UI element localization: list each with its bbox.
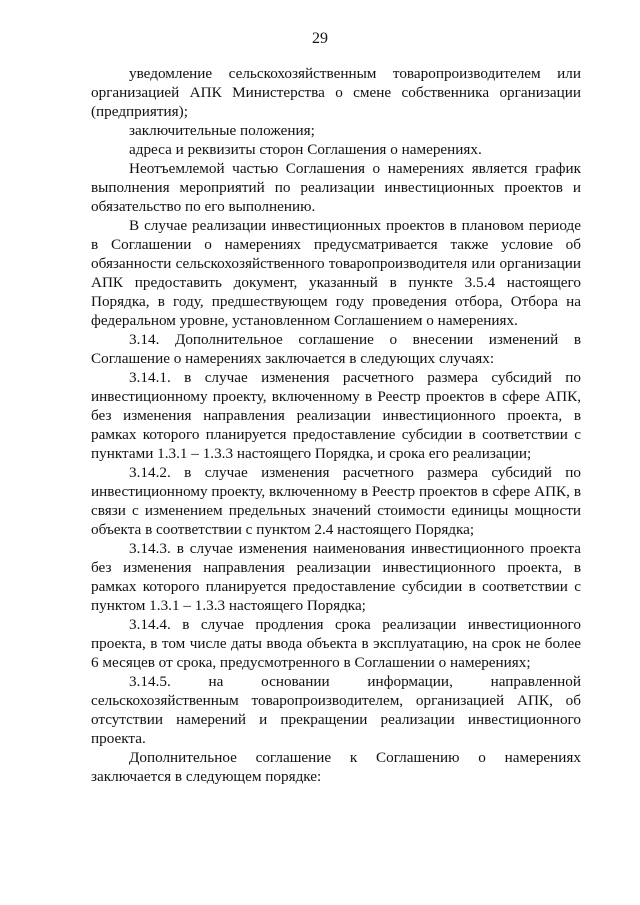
paragraph-3-14-5: 3.14.5. на основании информации, направленной сельскохозяйственным товаропроизводителем, организацией АПК, об отсутствии намерений и прекращении реализации инвестиционного проекта. bbox=[91, 673, 581, 747]
paragraph-3-14-2: 3.14.2. в случае изменения расчетного размера субсидий по инвестиционному проекту, включенному в Реестр проектов в сфере АПК, в связи с изменением предельных значений стоимости единицы мощности объекта в соответствии с пунктом 2.4 настоящего Порядка; bbox=[91, 464, 581, 538]
paragraph-notification: уведомление сельскохозяйственным товаропроизводителем или организацией АПК Министерства о смене собственника организации (предприятия); bbox=[91, 65, 581, 120]
paragraph-final-provisions: заключительные положения; bbox=[129, 122, 315, 139]
paragraph-schedule: Неотъемлемой частью Соглашения о намерениях является график выполнения мероприятий по реализации инвестиционных проектов и обязательство по его выполнению. bbox=[91, 160, 581, 215]
document-body bbox=[91, 64, 581, 786]
paragraph-planning-period: В случае реализации инвестиционных проектов в плановом периоде в Соглашении о намерениях предусматривается также условие об обязанности сельскохозяйственного товаропроизводителя или организации АПК предоставить документ, указанный в пункте 3.5.4 настоящего Порядка, в году, предшествующем году проведения отбора, Отбора на федеральном уровне, установленном Соглашением о намерениях. bbox=[91, 217, 581, 329]
paragraph-3-14-4: 3.14.4. в случае продления срока реализации инвестиционного проекта, в том числе даты ввода объекта в эксплуатацию, на срок не более 6 месяцев от срока, предусмотренного в Соглашении о намерениях; bbox=[91, 616, 581, 671]
page-number: 29 bbox=[312, 30, 328, 47]
paragraph-additional-agreement: Дополнительное соглашение к Соглашению о намерениях заключается в следующем порядке: bbox=[91, 749, 581, 785]
paragraph-3-14: 3.14. Дополнительное соглашение о внесении изменений в Соглашение о намерениях заключается в следующих случаях: bbox=[91, 331, 581, 367]
paragraph-3-14-3: 3.14.3. в случае изменения наименования инвестиционного проекта без изменения направления реализации инвестиционного проекта, в рамках которого планируется предоставление субсидии в соответствии с пунктом 1.3.1 – 1.3.3 настоящего Порядка; bbox=[91, 540, 581, 614]
paragraph-addresses: адреса и реквизиты сторон Соглашения о намерениях. bbox=[129, 141, 482, 158]
paragraph-3-14-1: 3.14.1. в случае изменения расчетного размера субсидий по инвестиционному проекту, включенному в Реестр проектов в сфере АПК, без изменения направления реализации инвестиционного проекта, в рамках которого планируется предоставление субсидии в соответствии с пунктами 1.3.1 – 1.3.3 настоящего Порядка, и срока его реализации; bbox=[91, 369, 581, 462]
